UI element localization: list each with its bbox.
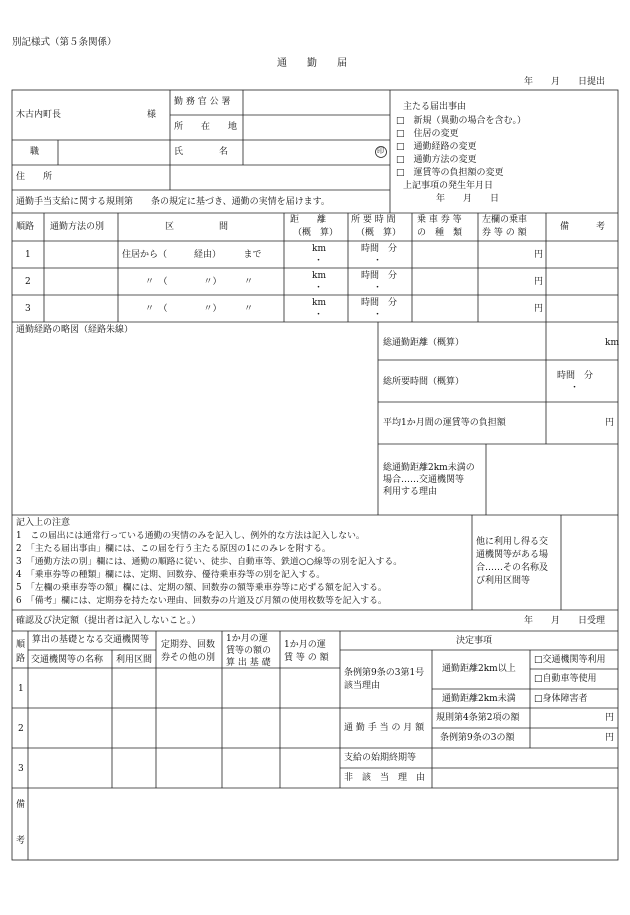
col-ticket: 乗 車 券 等: [417, 215, 462, 225]
map-drawing-area[interactable]: [14, 338, 376, 512]
map-label: 通勤経路の略図（経路朱線）: [16, 325, 134, 335]
reason-fare-change[interactable]: □ 運賃等の負担額の変更: [396, 168, 504, 178]
notes-heading: 記入上の注意: [16, 518, 71, 528]
route-row-dot: ・: [314, 283, 324, 293]
route-row-yen: 円: [534, 304, 544, 314]
declaration-text: 通勤手当支給に関する規則第 条の規定に基づき、通勤の実情を届けます。: [16, 197, 330, 207]
ordinance-amount-yen: 円: [605, 733, 615, 743]
received-date: 年 月 日受理: [524, 616, 606, 626]
route-row-dot: ・: [314, 310, 324, 320]
occurrence-date[interactable]: 年 月 日: [436, 194, 500, 204]
col-order: 順路: [16, 222, 35, 232]
workplace-field[interactable]: [244, 92, 389, 114]
monthly-allowance-label: 通 勤 手 当 の 月 額: [344, 723, 425, 733]
col-monthly-basis: 1か月の運: [226, 634, 268, 644]
note-item: 2 「主たる届出事由」欄には、この届を行う主たる原因の1にのみレを附する。: [16, 544, 331, 554]
col-remarks: 備 考: [560, 222, 606, 232]
reasons-heading: 主たる届出事由: [403, 102, 467, 112]
remarks-label: 備: [16, 800, 26, 810]
total-time-unit: 時間 分: [557, 371, 594, 381]
route-row-number: 2: [25, 277, 31, 287]
col-basis: 算出の基礎となる交通機関等: [32, 635, 150, 645]
location-label: 所 在 地: [174, 122, 238, 132]
route-row-dot: ・: [314, 256, 324, 266]
not-applicable-label: 非 該 当 理 由: [344, 773, 426, 783]
rule-amount-label: 規則第4条第2項の額: [436, 713, 520, 723]
reason-method-change[interactable]: □ 通勤方法の変更: [396, 155, 477, 165]
page-title: 通 勤 届: [277, 58, 347, 69]
note-item: 4 「乗車券等の種類」欄には、定期、回数券、優待乗車券等の別を記入する。: [16, 570, 326, 580]
post-field[interactable]: [60, 142, 168, 164]
addressee: 木古内町長: [16, 110, 62, 120]
rule-amount-yen: 円: [605, 713, 615, 723]
route-row-section[interactable]: 〃 （ 〃） 〃: [145, 304, 254, 314]
address-label: 住 所: [16, 172, 53, 182]
total-distance-label: 総通勤距離（概算）: [383, 338, 465, 348]
other-transport-label: 通機関等がある場: [476, 550, 549, 560]
checkbox-icon[interactable]: □: [396, 168, 405, 178]
checkbox-icon[interactable]: □: [396, 155, 405, 165]
route-row-time: 時間 分: [361, 271, 398, 281]
seal-mark: 印: [377, 147, 384, 155]
col-transport-name: 交通機関等の名称: [31, 655, 104, 665]
under-2km-label: 通勤距離2km未満: [442, 694, 516, 704]
address-field[interactable]: [70, 167, 388, 189]
option-public-transport[interactable]: □交通機関等利用: [534, 655, 606, 665]
note-item: 6 「備考」欄には、定期券を持たない理由、回数券の片道及び月額の使用枚数等を記入する。: [16, 596, 387, 606]
col-monthly-fare: 1か月の運: [284, 640, 326, 650]
col-ticket-kind: 定期券、回数: [161, 640, 216, 650]
decision-row-number: 1: [18, 684, 24, 694]
total-time-dot: ・: [570, 383, 580, 393]
remarks-label: 考: [16, 836, 26, 846]
addressee-honorific: 様: [147, 110, 157, 120]
col-distance: 距 離: [290, 215, 327, 225]
col-ticket-type: の 種 類: [417, 228, 463, 238]
form-number: 別記様式（第５条関係）: [12, 37, 117, 48]
option-disabled[interactable]: □身体障害者: [534, 694, 588, 704]
post-label: 職: [30, 147, 40, 157]
option-car-use[interactable]: □自動車等使用: [534, 674, 597, 684]
submission-date: 年 月 日提出: [524, 77, 606, 87]
col-decision: 決定事項: [456, 636, 493, 646]
col-distance-approx: （概 算）: [293, 228, 339, 238]
monthly-fare-unit: 円: [605, 418, 615, 428]
route-row-number: 1: [25, 250, 31, 260]
name-label: 氏 名: [174, 147, 229, 157]
other-transport-label: 他に利用し得る交: [476, 537, 549, 547]
col-monthly-basis: 賃等の額の: [226, 646, 272, 656]
checkbox-icon[interactable]: □: [396, 116, 405, 126]
reason-address-change[interactable]: □ 住居の変更: [396, 129, 459, 139]
route-row-section[interactable]: 〃 （ 〃） 〃: [145, 277, 254, 287]
note-item: 1 この届出には通常行っている通勤の実情のみを記入し、例外的な方法は記入しない。: [16, 531, 365, 541]
route-row-dot: ・: [373, 283, 383, 293]
col-fare-amount: 券 等 の 額: [482, 228, 527, 238]
ordinance-amount-label: 条例第9条の3の額: [440, 733, 515, 743]
clause-label: 該当理由: [344, 681, 381, 691]
short-distance-reason: 場合……交通機関等: [383, 475, 465, 485]
col-time-approx: （概 算）: [356, 228, 402, 238]
route-row-yen: 円: [534, 250, 544, 260]
other-transport-label: び利用区間等: [476, 576, 531, 586]
decision-row-number: 3: [18, 764, 24, 774]
note-item: 5 「左欄の乗車券等の額」欄には、定期の額、回数券の額等乗車券等に応ずる額を記入する。: [16, 583, 387, 593]
route-row-dot: ・: [373, 310, 383, 320]
col-order: 路: [16, 654, 26, 664]
reason-new[interactable]: □ 新規（異動の場合を含む。）: [396, 116, 527, 126]
col-time: 所 要 時 間: [351, 215, 396, 225]
remarks-field[interactable]: [30, 790, 616, 858]
col-ticket-kind: 券その他の別: [161, 653, 216, 663]
short-distance-reason: 利用する理由: [383, 487, 438, 497]
start-end-label: 支給の始期終期等: [344, 753, 417, 763]
over-2km-label: 通勤距離2km以上: [442, 664, 516, 674]
route-row-section[interactable]: 住居から（ 経由） まで: [122, 250, 262, 260]
route-row-yen: 円: [534, 277, 544, 287]
name-field[interactable]: [244, 142, 372, 164]
short-distance-reason: 総通勤距離2km未満の: [383, 463, 475, 473]
note-item: 3 「通勤方法の別」欄には、通勤の順路に従い、徒歩、自動車等、鉄道○○線等の別を記入する。: [16, 557, 403, 567]
workplace-label: 勤 務 官 公 署: [174, 97, 231, 107]
reason-route-change[interactable]: □ 通勤経路の変更: [396, 142, 477, 152]
other-transport-label: 合……その名称及: [476, 563, 549, 573]
col-monthly-basis: 算 出 基 礎: [226, 658, 271, 668]
total-time-label: 総所要時間（概算）: [383, 377, 465, 387]
col-order: 順: [16, 640, 26, 650]
total-distance-unit: km: [605, 338, 619, 348]
monthly-fare-label: 平均1か月間の運賃等の負担額: [383, 418, 506, 428]
col-method: 通勤方法の別: [50, 222, 105, 232]
col-fare: 左欄の乗車: [482, 215, 528, 225]
occurrence-label: 上記事項の発生年月日: [403, 181, 494, 191]
route-row-km: km: [312, 298, 326, 308]
route-row-number: 3: [25, 304, 31, 314]
route-row-time: 時間 分: [361, 298, 398, 308]
checkbox-icon[interactable]: □: [396, 142, 405, 152]
route-row-time: 時間 分: [361, 244, 398, 254]
route-row-km: km: [312, 244, 326, 254]
route-row-dot: ・: [373, 256, 383, 266]
col-section: 区 間: [165, 222, 229, 232]
checkbox-icon[interactable]: □: [396, 129, 405, 139]
col-monthly-fare: 賃 等 の 額: [284, 653, 329, 663]
clause-label: 条例第9条の3第1号: [344, 668, 425, 678]
decision-row-number: 2: [18, 724, 24, 734]
decision-heading: 確認及び決定額（提出者は記入しないこと。）: [16, 616, 201, 626]
col-use-section: 利用区間: [116, 655, 153, 665]
route-row-km: km: [312, 271, 326, 281]
location-field[interactable]: [244, 117, 389, 139]
